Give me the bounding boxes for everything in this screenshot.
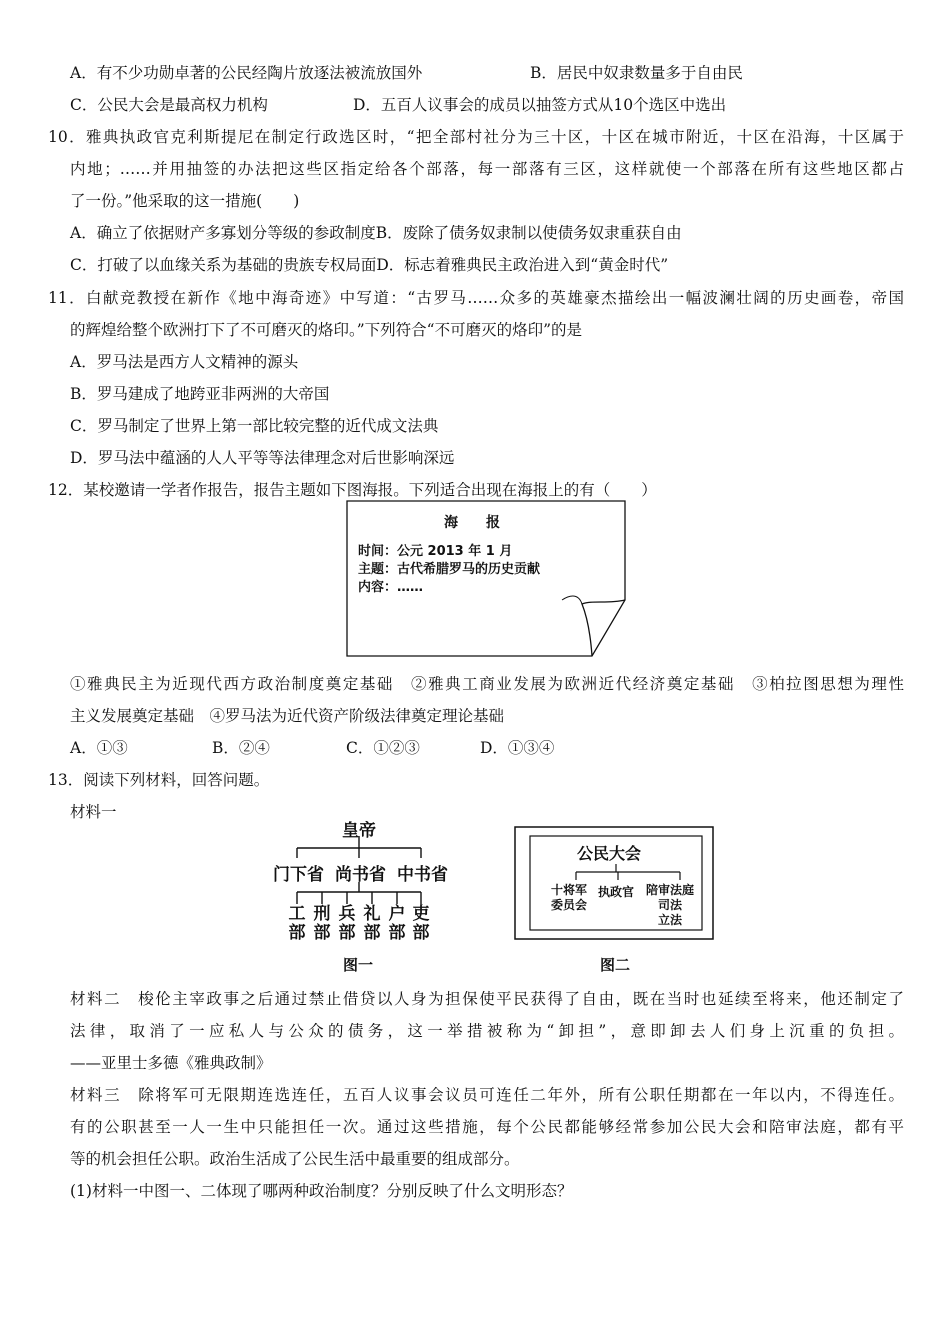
q12-option-b: B．②④ [212, 739, 270, 757]
poster-figure [346, 500, 626, 658]
material-three-line3: 等的机会担任公职。政治生活成了公民生活中最重要的组成部分。 [70, 1150, 520, 1168]
ministry-justice: 刑 部 [313, 904, 331, 943]
material-three-line1: 材料三 除将军可无限期连选连任，五百人议事会议员可连任二年外，所有公职任期都在一年以内，不得连任。 [70, 1086, 904, 1104]
figure-one-diagram [270, 812, 460, 972]
figure-two-diagram [514, 826, 716, 974]
ministry-personnel: 吏 部 [412, 904, 430, 943]
ministry-revenue: 户 部 [388, 904, 406, 943]
shangshu-node: 尚书省 [335, 865, 386, 885]
q9-option-b: B．居民中奴隶数量多于自由民 [530, 64, 743, 82]
citizen-assembly-node: 公民大会 [577, 844, 642, 863]
q9-option-a: A．有不少功勋卓著的公民经陶片放逐法被流放国外 [70, 64, 423, 82]
poster-title: 海 报 [444, 515, 500, 531]
archon-node: 执政官 [598, 885, 635, 899]
q9-option-d: D．五百人议事会的成员以抽签方式从10个选区中选出 [353, 96, 727, 114]
q10-options-ab: A．确立了依据财产多寡划分等级的参政制度B．废除了债务奴隶制以使债务奴隶重获自由 [70, 224, 682, 242]
q11-option-d: D．罗马法中蕴涵的人人平等等法律理念对后世影响深远 [70, 449, 455, 467]
q12-option-a: A．①③ [70, 739, 128, 757]
material-three-line2: 有的公职甚至一人一生中只能担任一次。通过这些措施，每个公民都能够经常参加公民大会和陪审法庭，都有平 [70, 1118, 904, 1136]
jury-court-node: 陪审法庭 司法 立法 [646, 883, 695, 927]
q11-option-a: A．罗马法是西方人文精神的源头 [70, 353, 299, 371]
q11-stem-line1: 11．白献竞教授在新作《地中海奇迹》中写道：“古罗马……众多的英雄豪杰描绘出一幅波澜壮阔的历史画卷，帝国 [48, 289, 904, 307]
q12-option-c: C．①②③ [346, 739, 420, 757]
q12-option-d: D．①③④ [480, 739, 555, 757]
figure-one-caption: 图一 [343, 956, 374, 974]
zhongshu-node: 中书省 [397, 865, 448, 885]
poster-time: 时间：公元 2013 年 1 月 [358, 544, 513, 559]
ministry-works: 工 部 [288, 904, 306, 943]
q12-items-line1: ①雅典民主为近现代西方政治制度奠定基础 ②雅典工商业发展为欧洲近代经济奠定基础 ③柏拉图思想为理性 [70, 675, 904, 693]
poster-content: 内容：…… [358, 580, 424, 595]
q10-stem-line3: 了一份。”他采取的这一措施( ) [70, 192, 300, 210]
q12-items-line2: 主义发展奠定基础 ④罗马法为近代资产阶级法律奠定理论基础 [70, 707, 505, 725]
ministry-war: 兵 部 [338, 904, 356, 943]
q10-stem-line1: 10．雅典执政官克利斯提尼在制定行政选区时，“把全部村社分为三十区，十区在城市附近，十区在沿海，十区属于 [48, 128, 904, 146]
q11-option-c: C．罗马制定了世界上第一部比较完整的近代成文法典 [70, 417, 439, 435]
material-two-line1: 材料二 梭伦主宰政事之后通过禁止借贷以人身为担保使平民获得了自由，既在当时也延续至将来，他还制定了 [70, 990, 904, 1008]
poster-topic: 主题：古代希腊罗马的历史贡献 [358, 562, 541, 577]
q12-stem: 12．某校邀请一学者作报告，报告主题如下图海报。下列适合出现在海报上的有（ ） [48, 481, 657, 499]
material-two-source: ——亚里士多德《雅典政制》 [70, 1054, 272, 1072]
sub-question-1: (1)材料一中图一、二体现了哪两种政治制度？分别反映了什么文明形态？ [70, 1182, 573, 1200]
material-one-label: 材料一 [70, 803, 117, 821]
emperor-node: 皇帝 [342, 821, 376, 841]
menxia-node: 门下省 [273, 865, 324, 885]
material-two-line2: 法律，取消了一应私人与公众的债务，这一举措被称为“卸担”，意即卸去人们身上沉重的负担。 [70, 1022, 904, 1040]
q11-option-b: B．罗马建成了地跨亚非两洲的大帝国 [70, 385, 330, 403]
ten-generals-node: 十将军 委员会 [551, 883, 588, 912]
q10-stem-line2: 内地；……并用抽签的办法把这些区指定给各个部落，每一部落有三区，这样就使一个部落在所有这些地区都占 [70, 160, 904, 178]
figure-two-caption: 图二 [600, 956, 631, 974]
q9-option-c: C．公民大会是最高权力机构 [70, 96, 268, 114]
q10-options-cd: C．打破了以血缘关系为基础的贵族专权局面D．标志着雅典民主政治进入到“黄金时代” [70, 256, 669, 274]
q11-stem-line2: 的辉煌给整个欧洲打下了不可磨灭的烙印。”下列符合“不可磨灭的烙印”的是 [70, 321, 583, 339]
q13-stem: 13．阅读下列材料，回答问题。 [48, 771, 270, 789]
ministry-rites: 礼 部 [363, 904, 381, 943]
